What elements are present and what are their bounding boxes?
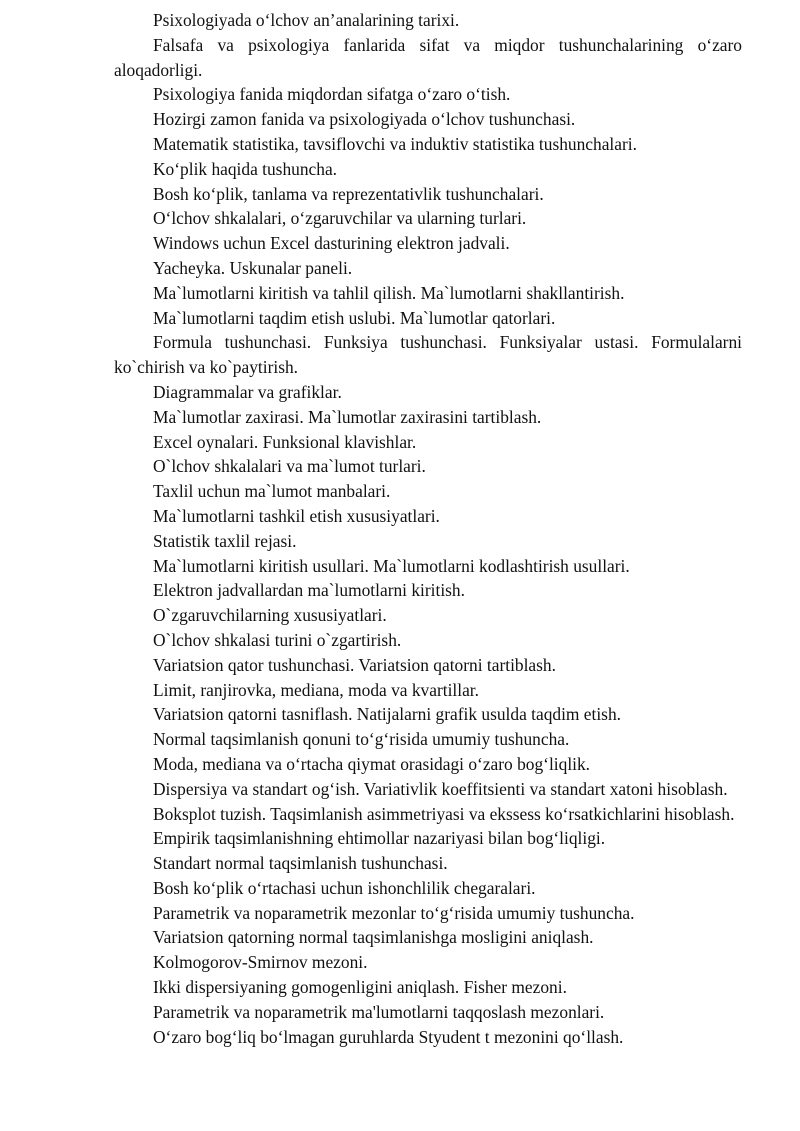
topic-paragraph: Bosh koʻplik oʻrtachasi uchun ishonchlilik chegaralari. bbox=[153, 877, 536, 898]
topic-paragraph: Falsafa va psixologiya fanlarida sifat va miqdor tushunchalarining oʻzaro aloqadorligi. bbox=[114, 34, 742, 80]
topic-paragraph: Elektron jadvallardan ma`lumotlarni kiritish. bbox=[153, 580, 465, 601]
topic-paragraph: Kolmogorov-Smirnov mezoni. bbox=[153, 952, 368, 973]
topic-paragraph: Oʻlchov shkalalari, oʻzgaruvchilar va ularning turlari. bbox=[153, 208, 527, 229]
topic-paragraph: Ma`lumotlarni kiritish va tahlil qilish. Ma`lumotlarni shakllantirish. bbox=[153, 282, 625, 303]
topic-paragraph: Oʻzaro bogʻliq boʻlmagan guruhlarda Styudent t mezonini qoʻllash. bbox=[153, 1026, 624, 1047]
topic-paragraph: Hozirgi zamon fanida va psixologiyada oʻlchov tushunchasi. bbox=[153, 109, 576, 130]
topic-paragraph: Formula tushunchasi. Funksiya tushunchasi. Funksiyalar ustasi. Formulalarni ko`chirish va ko`paytirish. bbox=[114, 332, 742, 378]
topic-paragraph: Empirik taqsimlanishning ehtimollar nazariyasi bilan bogʻliqligi. bbox=[153, 828, 606, 849]
topic-paragraph: Variatsion qatorni tasniflash. Natijalarni grafik usulda taqdim etish. bbox=[153, 704, 621, 725]
topic-paragraph: Ma`lumotlar zaxirasi. Ma`lumotlar zaxirasini tartiblash. bbox=[153, 406, 542, 427]
topic-paragraph: Taxlil uchun ma`lumot manbalari. bbox=[153, 481, 391, 502]
topic-paragraph: Moda, mediana va oʻrtacha qiymat orasidagi oʻzaro bogʻliqlik. bbox=[153, 753, 591, 774]
topic-paragraph: Variatsion qator tushunchasi. Variatsion qatorni tartiblash. bbox=[153, 654, 556, 675]
topic-paragraph: Dispersiya va standart ogʻish. Variativlik koeffitsienti va standart xatoni hisoblash. bbox=[153, 778, 728, 799]
topic-paragraph: Parametrik va noparametrik ma'lumotlarni taqqoslash mezonlari. bbox=[153, 1001, 605, 1022]
topic-paragraph: Windows uchun Excel dasturining elektron jadvali. bbox=[153, 233, 510, 254]
topic-paragraph: Normal taqsimlanish qonuni toʻgʻrisida umumiy tushuncha. bbox=[153, 729, 570, 750]
topic-paragraph: Diagrammalar va grafiklar. bbox=[153, 381, 342, 402]
topic-paragraph: O`lchov shkalalari va ma`lumot turlari. bbox=[153, 456, 426, 477]
topic-paragraph: Matematik statistika, tavsiflovchi va induktiv statistika tushunchalari. bbox=[153, 133, 637, 154]
topic-paragraph: Variatsion qatorning normal taqsimlanishga mosligini aniqlash. bbox=[153, 927, 594, 948]
topic-paragraph: Ikki dispersiyaning gomogenligini aniqlash. Fisher mezoni. bbox=[153, 977, 567, 998]
topic-paragraph: Boksplot tuzish. Taqsimlanish asimmetriyasi va ekssess koʻrsatkichlarini hisoblash. bbox=[153, 803, 735, 824]
topic-paragraph: Ma`lumotlarni kiritish usullari. Ma`lumotlarni kodlashtirish usullari. bbox=[153, 555, 630, 576]
topic-paragraph: Yacheyka. Uskunalar paneli. bbox=[153, 257, 353, 278]
topic-paragraph: Excel oynalari. Funksional klavishlar. bbox=[153, 431, 417, 452]
topic-paragraph: Bosh koʻplik, tanlama va reprezentativlik tushunchalari. bbox=[153, 183, 544, 204]
topic-paragraph: O`zgaruvchilarning xususiyatlari. bbox=[153, 605, 387, 626]
document-page bbox=[114, 8, 742, 1049]
topic-paragraph: Ma`lumotlarni taqdim etish uslubi. Ma`lumotlar qatorlari. bbox=[153, 307, 556, 328]
topic-paragraph: Koʻplik haqida tushuncha. bbox=[153, 158, 338, 179]
topic-paragraph: Psixologiyada oʻlchov anʼanalarining tarixi. bbox=[153, 10, 460, 30]
topic-paragraph: Standart normal taqsimlanish tushunchasi. bbox=[153, 853, 448, 874]
topic-paragraph: O`lchov shkalasi turini o`zgartirish. bbox=[153, 629, 402, 650]
topic-paragraph: Limit, ranjirovka, mediana, moda va kvartillar. bbox=[153, 679, 479, 700]
topic-paragraph: Parametrik va noparametrik mezonlar toʻgʻrisida umumiy tushuncha. bbox=[153, 902, 635, 923]
topic-paragraph: Ma`lumotlarni tashkil etish xususiyatlari. bbox=[153, 505, 440, 526]
topic-paragraph: Statistik taxlil rejasi. bbox=[153, 530, 297, 551]
topic-paragraph: Psixologiya fanida miqdordan sifatga oʻzaro oʻtish. bbox=[153, 84, 511, 105]
